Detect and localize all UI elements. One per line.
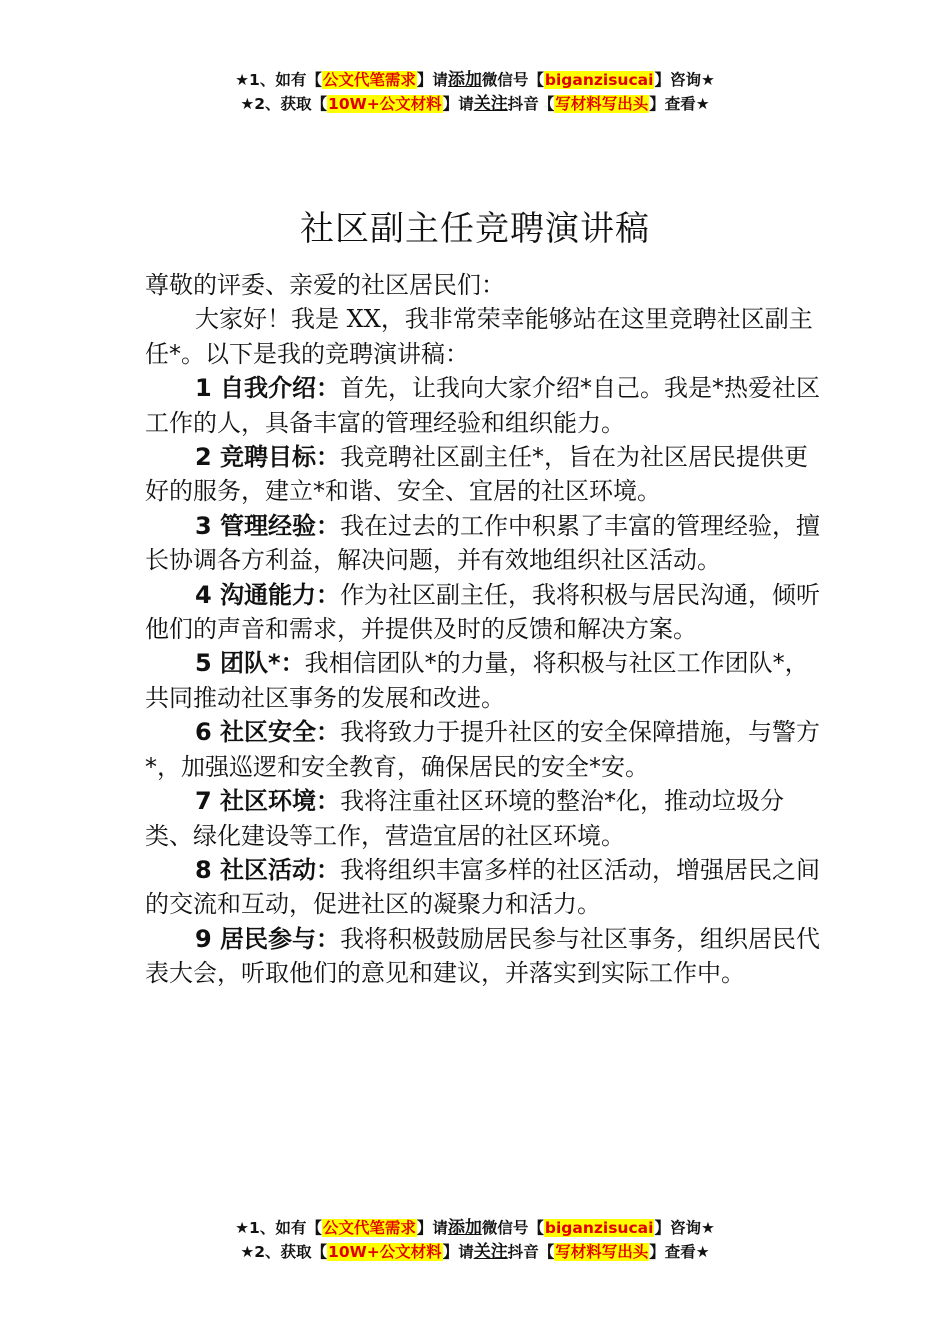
promo-text: 抖音【 [507,1243,555,1261]
promo-text: 】咨询★ [654,71,715,89]
header-promo [0,68,950,116]
section-heading: 6 社区安全： [195,718,341,747]
promo-line-1 [0,68,950,92]
promo-text: 】请 [442,95,474,113]
promo-text: ★2、获取【 [240,1243,328,1261]
promo-underlined: 关注 [473,94,508,114]
promo-text: 】请 [442,1243,474,1261]
document-title: 社区副主任竞聘演讲稿 [300,208,650,249]
section-paragraph [145,578,825,647]
promo-text: 】请 [416,71,448,89]
section-paragraph [145,784,825,853]
salutation: 尊敬的评委、亲爱的社区居民们： [145,271,505,299]
promo-highlight: 10W+公文材料 [328,1243,442,1261]
intro-paragraph [145,302,825,371]
promo-text: ★2、获取【 [240,95,328,113]
promo-highlight: 公文代笔需求 [322,71,416,89]
promo-text: 】查看★ [649,95,710,113]
promo-text: ★1、如有【 [235,1219,322,1237]
promo-highlight: 写材料写出头 [555,1243,649,1261]
section-heading: 1 自我介绍： [195,374,341,403]
promo-text: 】查看★ [649,1243,710,1261]
promo-underlined: 添加 [447,1218,482,1238]
section-heading: 9 居民参与： [195,924,341,953]
section-text: 我将组织丰富多样的社区活动，增强居民之间的交流和互动，促进社区的凝聚力和活力。 [145,855,821,919]
section-heading: 4 沟通能力： [195,580,341,609]
promo-text: 微信号【 [481,1219,544,1237]
intro-text: 大家好！我是 [195,305,347,334]
section-paragraph [145,922,825,991]
promo-line-2 [0,92,950,116]
promo-highlight: 写材料写出头 [555,95,649,113]
section-text: 我将积极鼓励居民参与社区事务，组织居民代表大会，听取他们的意见和建议，并落实到实际工作中。 [145,924,821,988]
promo-line-1 [0,1216,950,1240]
section-paragraph [145,440,825,509]
promo-text: 抖音【 [507,95,555,113]
promo-wechat-id: biganzisucai [544,71,654,89]
promo-highlight: 10W+公文材料 [328,95,442,113]
promo-text: 微信号【 [481,71,544,89]
promo-text: 】请 [416,1219,448,1237]
section-paragraph [145,646,825,715]
document-body [145,268,825,991]
promo-text: 】咨询★ [654,1219,715,1237]
section-text: 我竞聘社区副主任*，旨在为社区居民提供更好的服务，建立*和谐、安全、宜居的社区环境。 [145,443,809,506]
section-text: 作为社区副主任，我将积极与居民沟通，倾听他们的声音和需求，并提供及时的反馈和解决方案。 [145,580,821,644]
footer-promo [0,1216,950,1264]
section-text: 我将注重社区环境的整治*化，推动垃圾分类、绿化建设等工作，营造宜居的社区环境。 [145,787,785,850]
section-paragraph [145,509,825,578]
section-text: 我相信团队*的力量，将积极与社区工作团队*，共同推动社区事务的发展和改进。 [145,649,809,712]
section-text: 首先，让我向大家介绍*自己。我是*热爱社区工作的人，具备丰富的管理经验和组织能力。 [145,374,821,437]
intro-text: ，我非常荣幸能够站在这里竞聘社区副主任*。以下是我的竞聘演讲稿： [145,305,813,368]
section-text: 我将致力于提升社区的安全保障措施，与警方*，加强巡逻和安全教育，确保居民的安全*安。 [145,718,821,781]
section-heading: 7 社区环境： [195,787,341,816]
section-heading: 3 管理经验： [195,511,341,540]
promo-text: ★1、如有【 [235,71,322,89]
speaker-name: XX [346,305,381,334]
promo-underlined: 添加 [447,70,482,90]
promo-underlined: 关注 [473,1242,508,1262]
section-heading: 5 团队*： [195,649,305,678]
section-paragraph [145,715,825,784]
section-heading: 2 竞聘目标： [195,443,341,472]
promo-wechat-id: biganzisucai [544,1219,654,1237]
section-paragraph [145,853,825,922]
section-text: 我在过去的工作中积累了丰富的管理经验，擅长协调各方利益，解决问题，并有效地组织社区活动。 [145,511,821,575]
section-heading: 8 社区活动： [195,855,341,884]
promo-highlight: 公文代笔需求 [322,1219,416,1237]
promo-line-2 [0,1240,950,1264]
section-paragraph [145,371,825,440]
